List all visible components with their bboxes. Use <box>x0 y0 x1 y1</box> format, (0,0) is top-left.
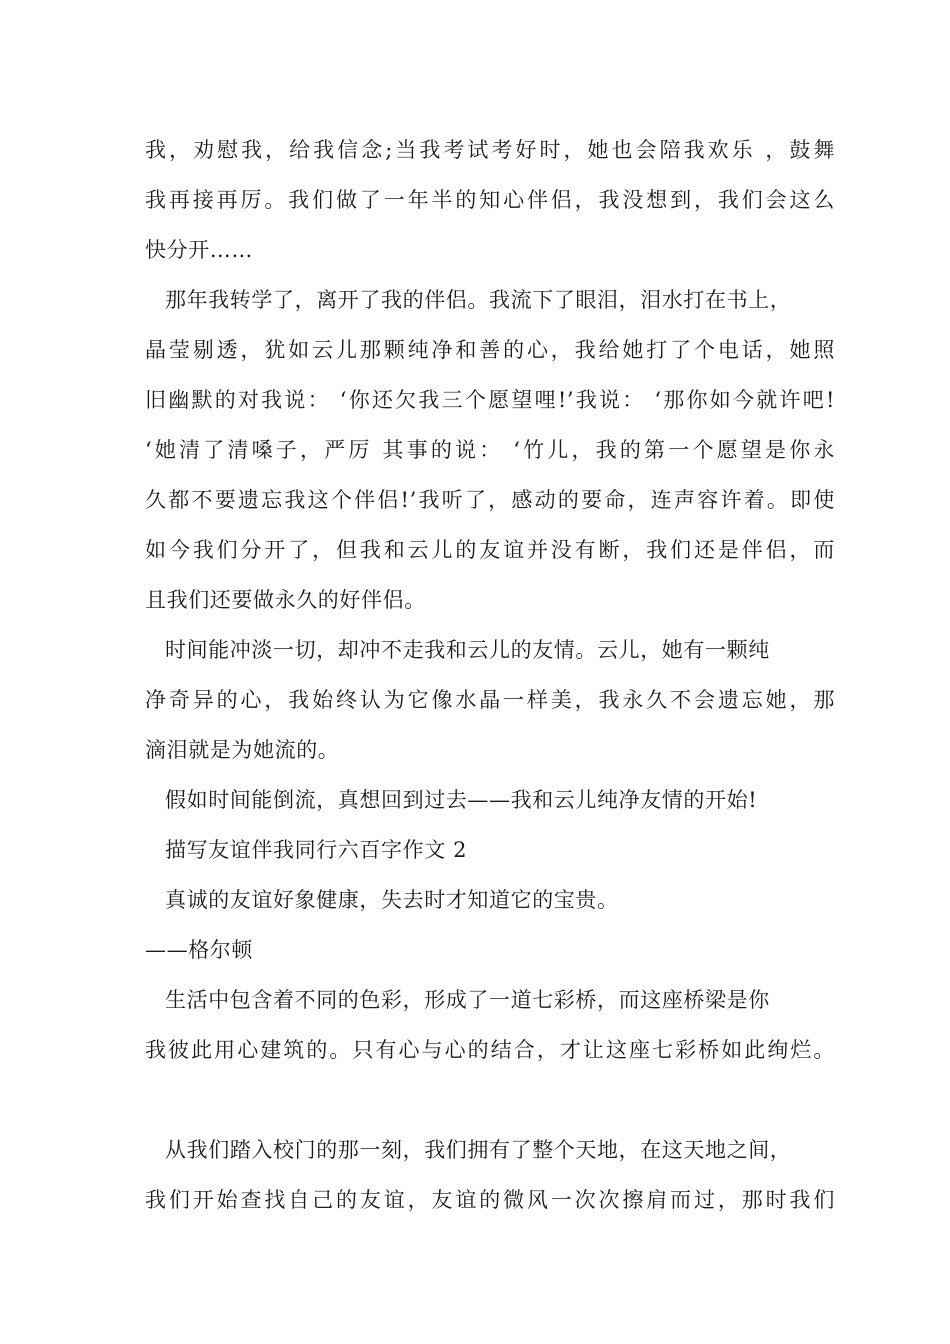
text-line: 如今我们分开了，但我和云儿的友谊并没有断，我们还是伴侣，而 <box>145 538 835 562</box>
text-line: ‘她清了清嗓子，严厉 其事的说： ‘竹儿，我的第一个愿望是你永 <box>145 438 835 462</box>
text-line: 净奇异的心，我始终认为它像水晶一样美，我永久不会遗忘她，那 <box>145 688 835 712</box>
text-line: 我，劝慰我，给我信念;当我考试考好时，她也会陪我欢乐 ，鼓舞 <box>145 138 835 162</box>
quote-line: 真诚的友谊好象健康，失去时才知道它的宝贵。 <box>165 888 619 912</box>
text-line: 时间能冲淡一切，却冲不走我和云儿的友情。云儿，她有一颗纯 <box>165 638 770 662</box>
text-line: 我再接再厉。我们做了一年半的知心伴侣，我没想到，我们会这么 <box>145 188 835 212</box>
text-line: 从我们踏入校门的那一刻，我们拥有了整个天地，在这天地之间， <box>165 1138 792 1162</box>
text-line: 那年我转学了，离开了我的伴侣。我流下了眼泪，泪水打在书上， <box>165 288 792 312</box>
text-line: 久都不要遗忘我这个伴侣!’我听了，感动的要命，连声容许着。即使 <box>145 488 835 512</box>
quote-attribution: ——格尔顿 <box>145 938 253 962</box>
text-line: 且我们还要做永久的好伴侣。 <box>145 588 426 612</box>
text-line: 旧幽默的对我说： ‘你还欠我三个愿望哩!’我说： ‘那你如今就许吧! <box>145 388 835 412</box>
text-line: 晶莹剔透，犹如云儿那颗纯净和善的心，我给她打了个电话，她照 <box>145 338 835 362</box>
section-heading: 描写友谊伴我同行六百字作文 2 <box>165 838 468 862</box>
text-line: 生活中包含着不同的色彩，形成了一道七彩桥，而这座桥梁是你 <box>165 988 770 1012</box>
text-line: 快分开…… <box>145 238 253 262</box>
text-line: 我们开始查找自己的友谊，友谊的微风一次次擦肩而过，那时我们 <box>145 1188 835 1212</box>
text-line: 滴泪就是为她流的。 <box>145 738 340 762</box>
text-line: 假如时间能倒流，真想回到过去——我和云儿纯净友情的开始! <box>165 788 758 812</box>
text-line: 我彼此用心建筑的。只有心与心的结合，才让这座七彩桥如此绚烂。 <box>145 1038 835 1062</box>
